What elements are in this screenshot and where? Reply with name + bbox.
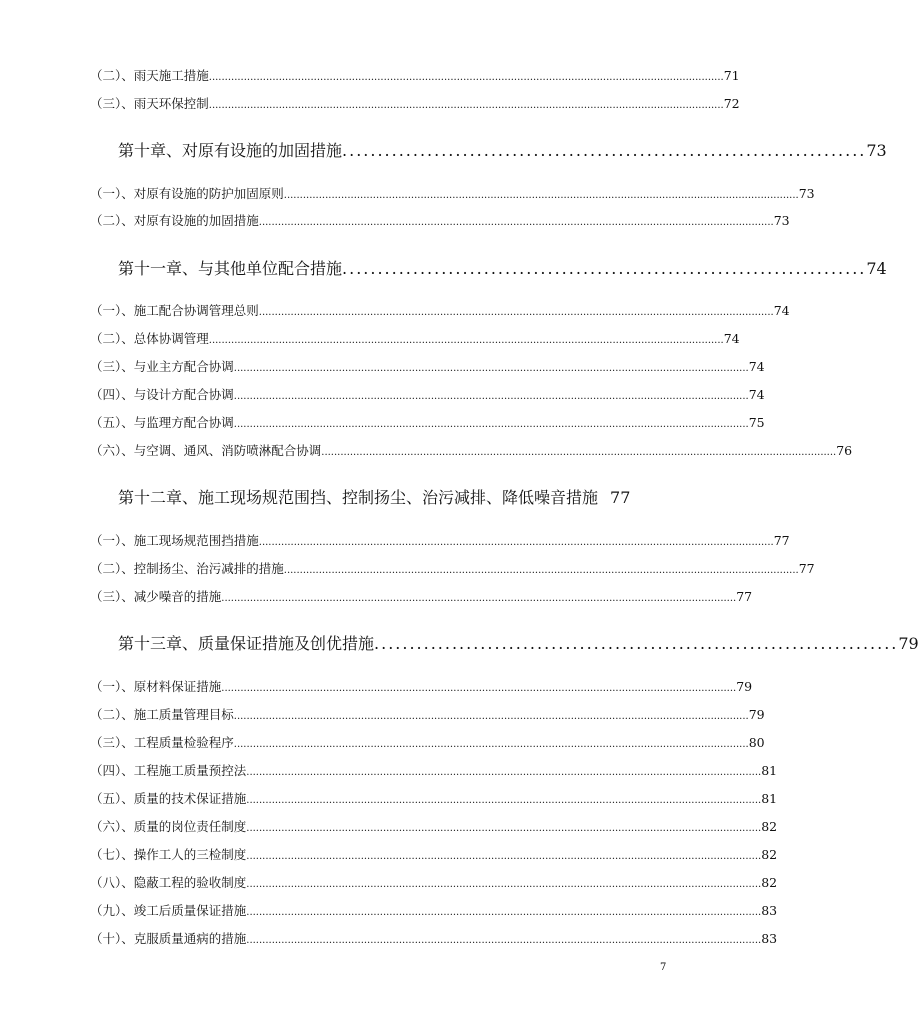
dot-leader: .................................................................................................................................................................. [233,363,749,374]
toc-entry-page: 83 [761,931,778,946]
dot-leader: .................................................................................................................................................................. [246,907,762,918]
toc-entry-page: 74 [748,359,765,374]
dot-leader: .................................................................................................................................................................. [321,447,837,458]
toc-entry-page: 83 [761,903,778,918]
dot-leader: .................................................................................................................................................................. [208,100,724,111]
toc-entry-label: （三）、与业主方配合协调 [90,359,234,374]
toc-chapter-page: 79 [898,634,919,653]
toc-entry[interactable] [90,929,778,947]
toc-entry-page: 79 [748,707,765,722]
toc-chapter[interactable] [118,631,919,654]
toc-chapter-label: 第十一章、与其他单位配合措施 [118,259,343,278]
toc-entry-label: （三）、雨天环保控制 [90,96,209,111]
dot-leader: .................................................................................................................................................................. [221,593,737,604]
toc-entry-label: （一）、施工现场规范围挡措施 [90,533,259,548]
dot-leader: .................................................................................................................................................................. [221,683,737,694]
dot-leader: .................................................................................................................................................................. [246,935,762,946]
toc-entry-label: （二）、施工质量管理目标 [90,707,234,722]
dot-leader: .................................................................................................................................................................. [246,795,762,806]
dot-leader: .................................................................................................................................................................. [258,537,774,548]
toc-entry-page: 72 [723,96,740,111]
dot-leader: .................................................................................................................................................................. [283,565,799,576]
toc-chapter[interactable] [118,256,887,279]
toc-entry-page: 77 [798,561,815,576]
dot-leader: .................................................................................................................................................................. [283,190,799,201]
toc-entry-label: （二）、对原有设施的加固措施 [90,213,259,228]
toc-entry[interactable] [90,357,765,375]
dot-leader: .................................................................................................................................................................. [233,711,749,722]
toc-entry-label: （八）、隐蔽工程的验收制度 [90,875,247,890]
dot-leader: .................................................................................................................................................................. [246,823,762,834]
toc-entry[interactable] [90,441,853,459]
toc-entry-page: 71 [723,68,740,83]
toc-entry-label: （十）、克服质量通病的措施 [90,931,247,946]
toc-entry[interactable] [90,845,778,863]
dot-leader: .................................................................................................................................................................. [208,72,724,83]
toc-chapter[interactable] [118,138,887,161]
toc-entry-label: （五）、与监理方配合协调 [90,415,234,430]
dot-leader: .......................................................................... [374,634,899,653]
toc-entry-page: 76 [836,443,853,458]
toc-entry-label: （二）、总体协调管理 [90,331,209,346]
toc-entry-page: 80 [748,735,765,750]
toc-entry[interactable] [90,66,740,84]
toc-entry-label: （七）、操作工人的三检制度 [90,847,247,862]
toc-entry-page: 74 [748,387,765,402]
toc-chapter-label: 第十章、对原有设施的加固措施 [118,141,343,160]
toc-chapter-page: 74 [866,259,887,278]
toc-entry-page: 82 [761,875,778,890]
dot-leader: .................................................................................................................................................................. [233,391,749,402]
toc-entry[interactable] [90,677,753,695]
dot-leader: .................................................................................................................................................................. [258,307,774,318]
toc-entry-label: （四）、与设计方配合协调 [90,387,234,402]
dot-leader: .................................................................................................................................................................. [246,767,762,778]
dot-leader: .................................................................................................................................................................. [208,335,724,346]
toc-entry[interactable] [90,385,765,403]
toc-chapter-page: 73 [866,141,887,160]
toc-entry[interactable] [90,901,778,919]
toc-entry-label: （一）、对原有设施的防护加固原则 [90,186,284,201]
toc-entry-label: （五）、质量的技术保证措施 [90,791,247,806]
toc-chapter-page: 77 [610,488,631,507]
toc-entry-page: 73 [798,186,815,201]
toc-entry-page: 81 [761,763,778,778]
toc-entry-page: 82 [761,819,778,834]
page-number: 7 [660,962,667,973]
toc-chapter-label: 第十二章、施工现场规范围挡、控制扬尘、治污减排、降低噪音措施 [118,488,599,507]
toc-entry-label: （一）、原材料保证措施 [90,679,222,694]
toc-entry-label: （二）、雨天施工措施 [90,68,209,83]
toc-entry-page: 79 [736,679,753,694]
dot-leader: .................................................................................................................................................................. [246,851,762,862]
toc-entry-page: 74 [723,331,740,346]
toc-entry-page: 81 [761,791,778,806]
toc-entry[interactable] [90,413,765,431]
toc-entry[interactable] [90,817,778,835]
toc-entry-page: 73 [773,213,790,228]
dot-leader: .................................................................................................................................................................. [233,739,749,750]
toc-entry-label: （四）、工程施工质量预控法 [90,763,247,778]
toc-entry-label: （六）、质量的岗位责任制度 [90,819,247,834]
toc-entry-label: （六）、与空调、通风、消防喷淋配合协调 [90,443,322,458]
toc-chapter-label: 第十三章、质量保证措施及创优措施 [118,634,375,653]
toc-entry-page: 74 [773,303,790,318]
toc-entry[interactable] [90,329,740,347]
dot-leader: .................................................................................................................................................................. [233,419,749,430]
toc-entry[interactable] [90,94,740,112]
toc-entry-page: 75 [748,415,765,430]
toc-entry[interactable] [90,587,753,605]
toc-entry[interactable] [90,184,815,202]
toc-entry[interactable] [90,733,765,751]
toc-entry[interactable] [90,705,765,723]
toc-entry-page: 77 [773,533,790,548]
toc-entry[interactable] [90,559,815,577]
toc-entry[interactable] [90,531,790,549]
dot-leader: .................................................................................................................................................................. [246,879,762,890]
dot-leader: .................................................................................................................................................................. [258,217,774,228]
toc-entry[interactable] [90,211,790,229]
toc-entry[interactable] [90,761,778,779]
toc-entry-label: （三）、减少噪音的措施 [90,589,222,604]
toc-entry-page: 82 [761,847,778,862]
toc-entry-label: （九）、竣工后质量保证措施 [90,903,247,918]
toc-entry-label: （一）、施工配合协调管理总则 [90,303,259,318]
toc-entry-label: （二）、控制扬尘、治污减排的措施 [90,561,284,576]
toc-entry[interactable] [90,301,790,319]
toc-entry-label: （三）、工程质量检验程序 [90,735,234,750]
dot-leader: .......................................................................... [342,141,867,160]
dot-leader: .......................................................................... [342,259,867,278]
toc-entry[interactable] [90,873,778,891]
toc-entry[interactable] [90,789,778,807]
toc-chapter[interactable] [118,485,658,508]
toc-entry-page: 77 [736,589,753,604]
